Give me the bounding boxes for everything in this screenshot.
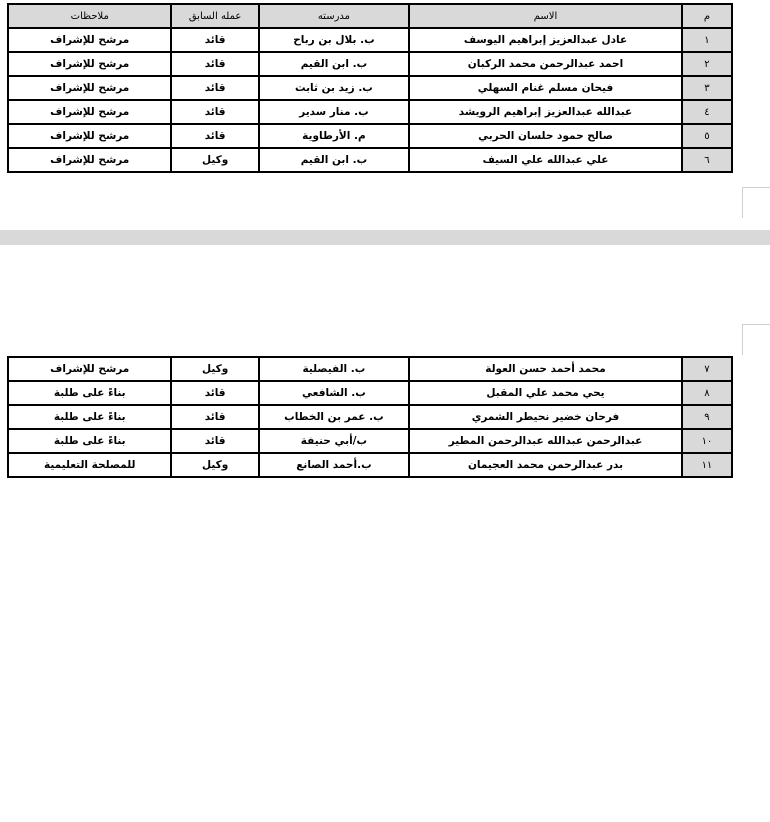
table-row: [8, 124, 732, 148]
page-break-band: [0, 230, 770, 245]
row-notes: للمصلحة التعليمية: [8, 453, 171, 477]
row-previous-role: قائد: [171, 405, 258, 429]
row-name: يحي محمد علي المقبل: [409, 381, 682, 405]
row-notes: مرشح للإشراف: [8, 100, 171, 124]
row-notes: مرشح للإشراف: [8, 76, 171, 100]
row-notes: مرشح للإشراف: [8, 124, 171, 148]
row-name: علي عبدالله علي السيف: [409, 148, 682, 172]
row-name: فرحان خضير نحيطر الشمري: [409, 405, 682, 429]
header-previous-role: عمله السابق: [171, 4, 258, 28]
row-number: ١٠: [682, 429, 732, 453]
row-name: احمد عبدالرحمن محمد الركبان: [409, 52, 682, 76]
row-number: ٢: [682, 52, 732, 76]
row-notes: مرشح للإشراف: [8, 357, 171, 381]
header-notes: ملاحظات: [8, 4, 171, 28]
row-name: محمد أحمد حسن العولة: [409, 357, 682, 381]
row-school: ب.أحمد الصانع: [259, 453, 409, 477]
header-number: م: [682, 4, 732, 28]
row-previous-role: قائد: [171, 124, 258, 148]
row-notes: مرشح للإشراف: [8, 28, 171, 52]
table-row: [8, 357, 732, 381]
row-number: ٣: [682, 76, 732, 100]
row-school: ب. منار سدير: [259, 100, 409, 124]
row-name: فيحان مسلم غنام السهلي: [409, 76, 682, 100]
table-header-row: [8, 4, 732, 28]
table-row: [8, 52, 732, 76]
row-school: ب. الشافعي: [259, 381, 409, 405]
row-name: عبدالرحمن عبدالله عبدالرحمن المطير: [409, 429, 682, 453]
table-row: [8, 76, 732, 100]
row-notes: مرشح للإشراف: [8, 52, 171, 76]
row-number: ٨: [682, 381, 732, 405]
row-previous-role: قائد: [171, 429, 258, 453]
row-name: عبدالله عبدالعزيز إبراهيم الرويشد: [409, 100, 682, 124]
row-school: ب. بلال بن رباح: [259, 28, 409, 52]
row-previous-role: وكيل: [171, 453, 258, 477]
page-margin-mark: [742, 324, 770, 355]
row-previous-role: قائد: [171, 28, 258, 52]
row-notes: بناءً على طلبة: [8, 381, 171, 405]
row-name: بدر عبدالرحمن محمد العجيمان: [409, 453, 682, 477]
row-notes: بناءً على طلبة: [8, 429, 171, 453]
row-name: عادل عبدالعزيز إبراهيم اليوسف: [409, 28, 682, 52]
row-school: ب. زيد بن ثابت: [259, 76, 409, 100]
row-previous-role: وكيل: [171, 357, 258, 381]
table-row: [8, 453, 732, 477]
row-name: صالح حمود حلسان الحربي: [409, 124, 682, 148]
table-row: [8, 381, 732, 405]
row-school: ب/أبي حنيفة: [259, 429, 409, 453]
row-school: ب. ابن القيم: [259, 52, 409, 76]
row-number: ٥: [682, 124, 732, 148]
row-number: ٦: [682, 148, 732, 172]
row-school: م. الأرطاوية: [259, 124, 409, 148]
row-previous-role: قائد: [171, 100, 258, 124]
row-number: ١: [682, 28, 732, 52]
row-previous-role: قائد: [171, 52, 258, 76]
row-school: ب. عمر بن الخطاب: [259, 405, 409, 429]
table-row: [8, 429, 732, 453]
candidates-table-1: [7, 3, 733, 173]
candidates-table-2: [7, 356, 733, 478]
table-row: [8, 405, 732, 429]
row-number: ٧: [682, 357, 732, 381]
row-school: ب. الفيصلية: [259, 357, 409, 381]
table-row: [8, 28, 732, 52]
table-row: [8, 148, 732, 172]
header-school: مدرسته: [259, 4, 409, 28]
row-notes: مرشح للإشراف: [8, 148, 171, 172]
page-margin-mark: [742, 187, 770, 218]
row-school: ب. ابن القيم: [259, 148, 409, 172]
row-number: ١١: [682, 453, 732, 477]
row-number: ٤: [682, 100, 732, 124]
row-previous-role: وكيل: [171, 148, 258, 172]
table-row: [8, 100, 732, 124]
row-number: ٩: [682, 405, 732, 429]
row-previous-role: قائد: [171, 381, 258, 405]
row-notes: بناءً على طلبة: [8, 405, 171, 429]
header-name: الاسم: [409, 4, 682, 28]
row-previous-role: قائد: [171, 76, 258, 100]
